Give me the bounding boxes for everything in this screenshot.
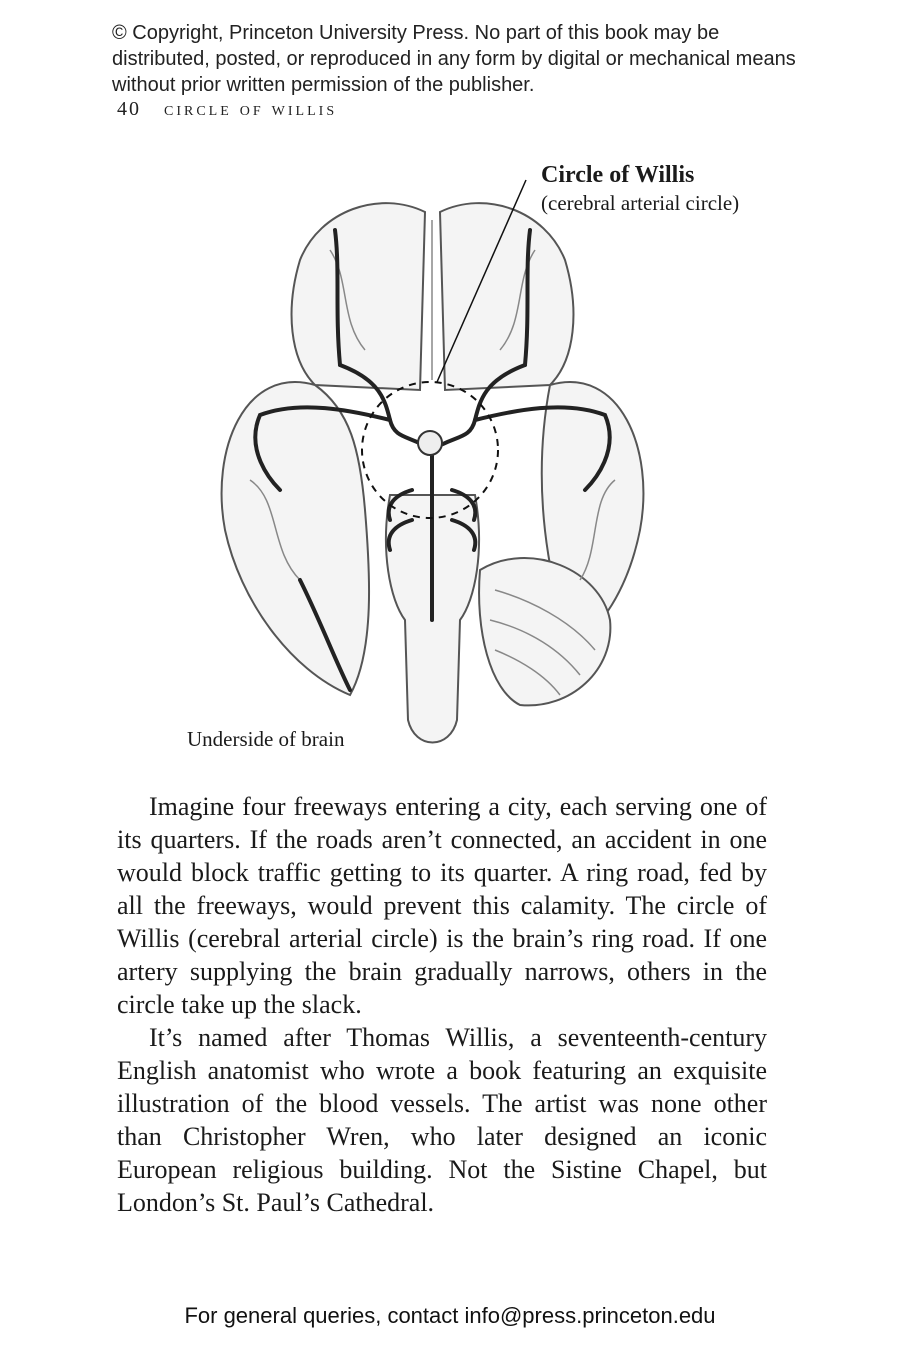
paragraph: It’s named after Thomas Willis, a seventeenth-century English anatomist who wrote a book featuring an exquisite illustration of the blood vessels. The artist was none other than Christopher Wren, who later designed an iconic European religious building. Not the Sistine Chapel, but London’s St. Paul’s Cathedral. [117,1023,767,1217]
paragraph: Imagine four freeways entering a city, each serving one of its quarters. If the roads aren’t connected, an accident in one would block traffic getting to its quarter. A ring road, fed by all the freeways, would prevent this calamity. The circle of Willis (cerebral arterial circle) is the brain’s ring road. If one artery supplying the brain gradually narrows, others in the circle take up the slack. [117,792,767,1019]
figure-callout [541,160,739,216]
copyright-notice: © Copyright, Princeton University Press. No part of this book may be distributed, posted, or reproduced in any form by digital or mechanical means without prior written permission of the publisher. [112,22,796,96]
chapter-title: circle of willis [164,98,338,120]
brain-figure [150,150,790,760]
body-text [117,790,767,1219]
running-head [117,98,337,121]
brain-underside-illustration [150,150,790,760]
figure-caption: Underside of brain [187,727,345,751]
footer-contact: For general queries, contact info@press.princeton.edu [184,1303,716,1328]
callout-title: Circle of Willis [541,162,695,188]
page-number: 40 [117,98,141,120]
callout-subtitle: (cerebral arterial circle) [541,191,740,215]
